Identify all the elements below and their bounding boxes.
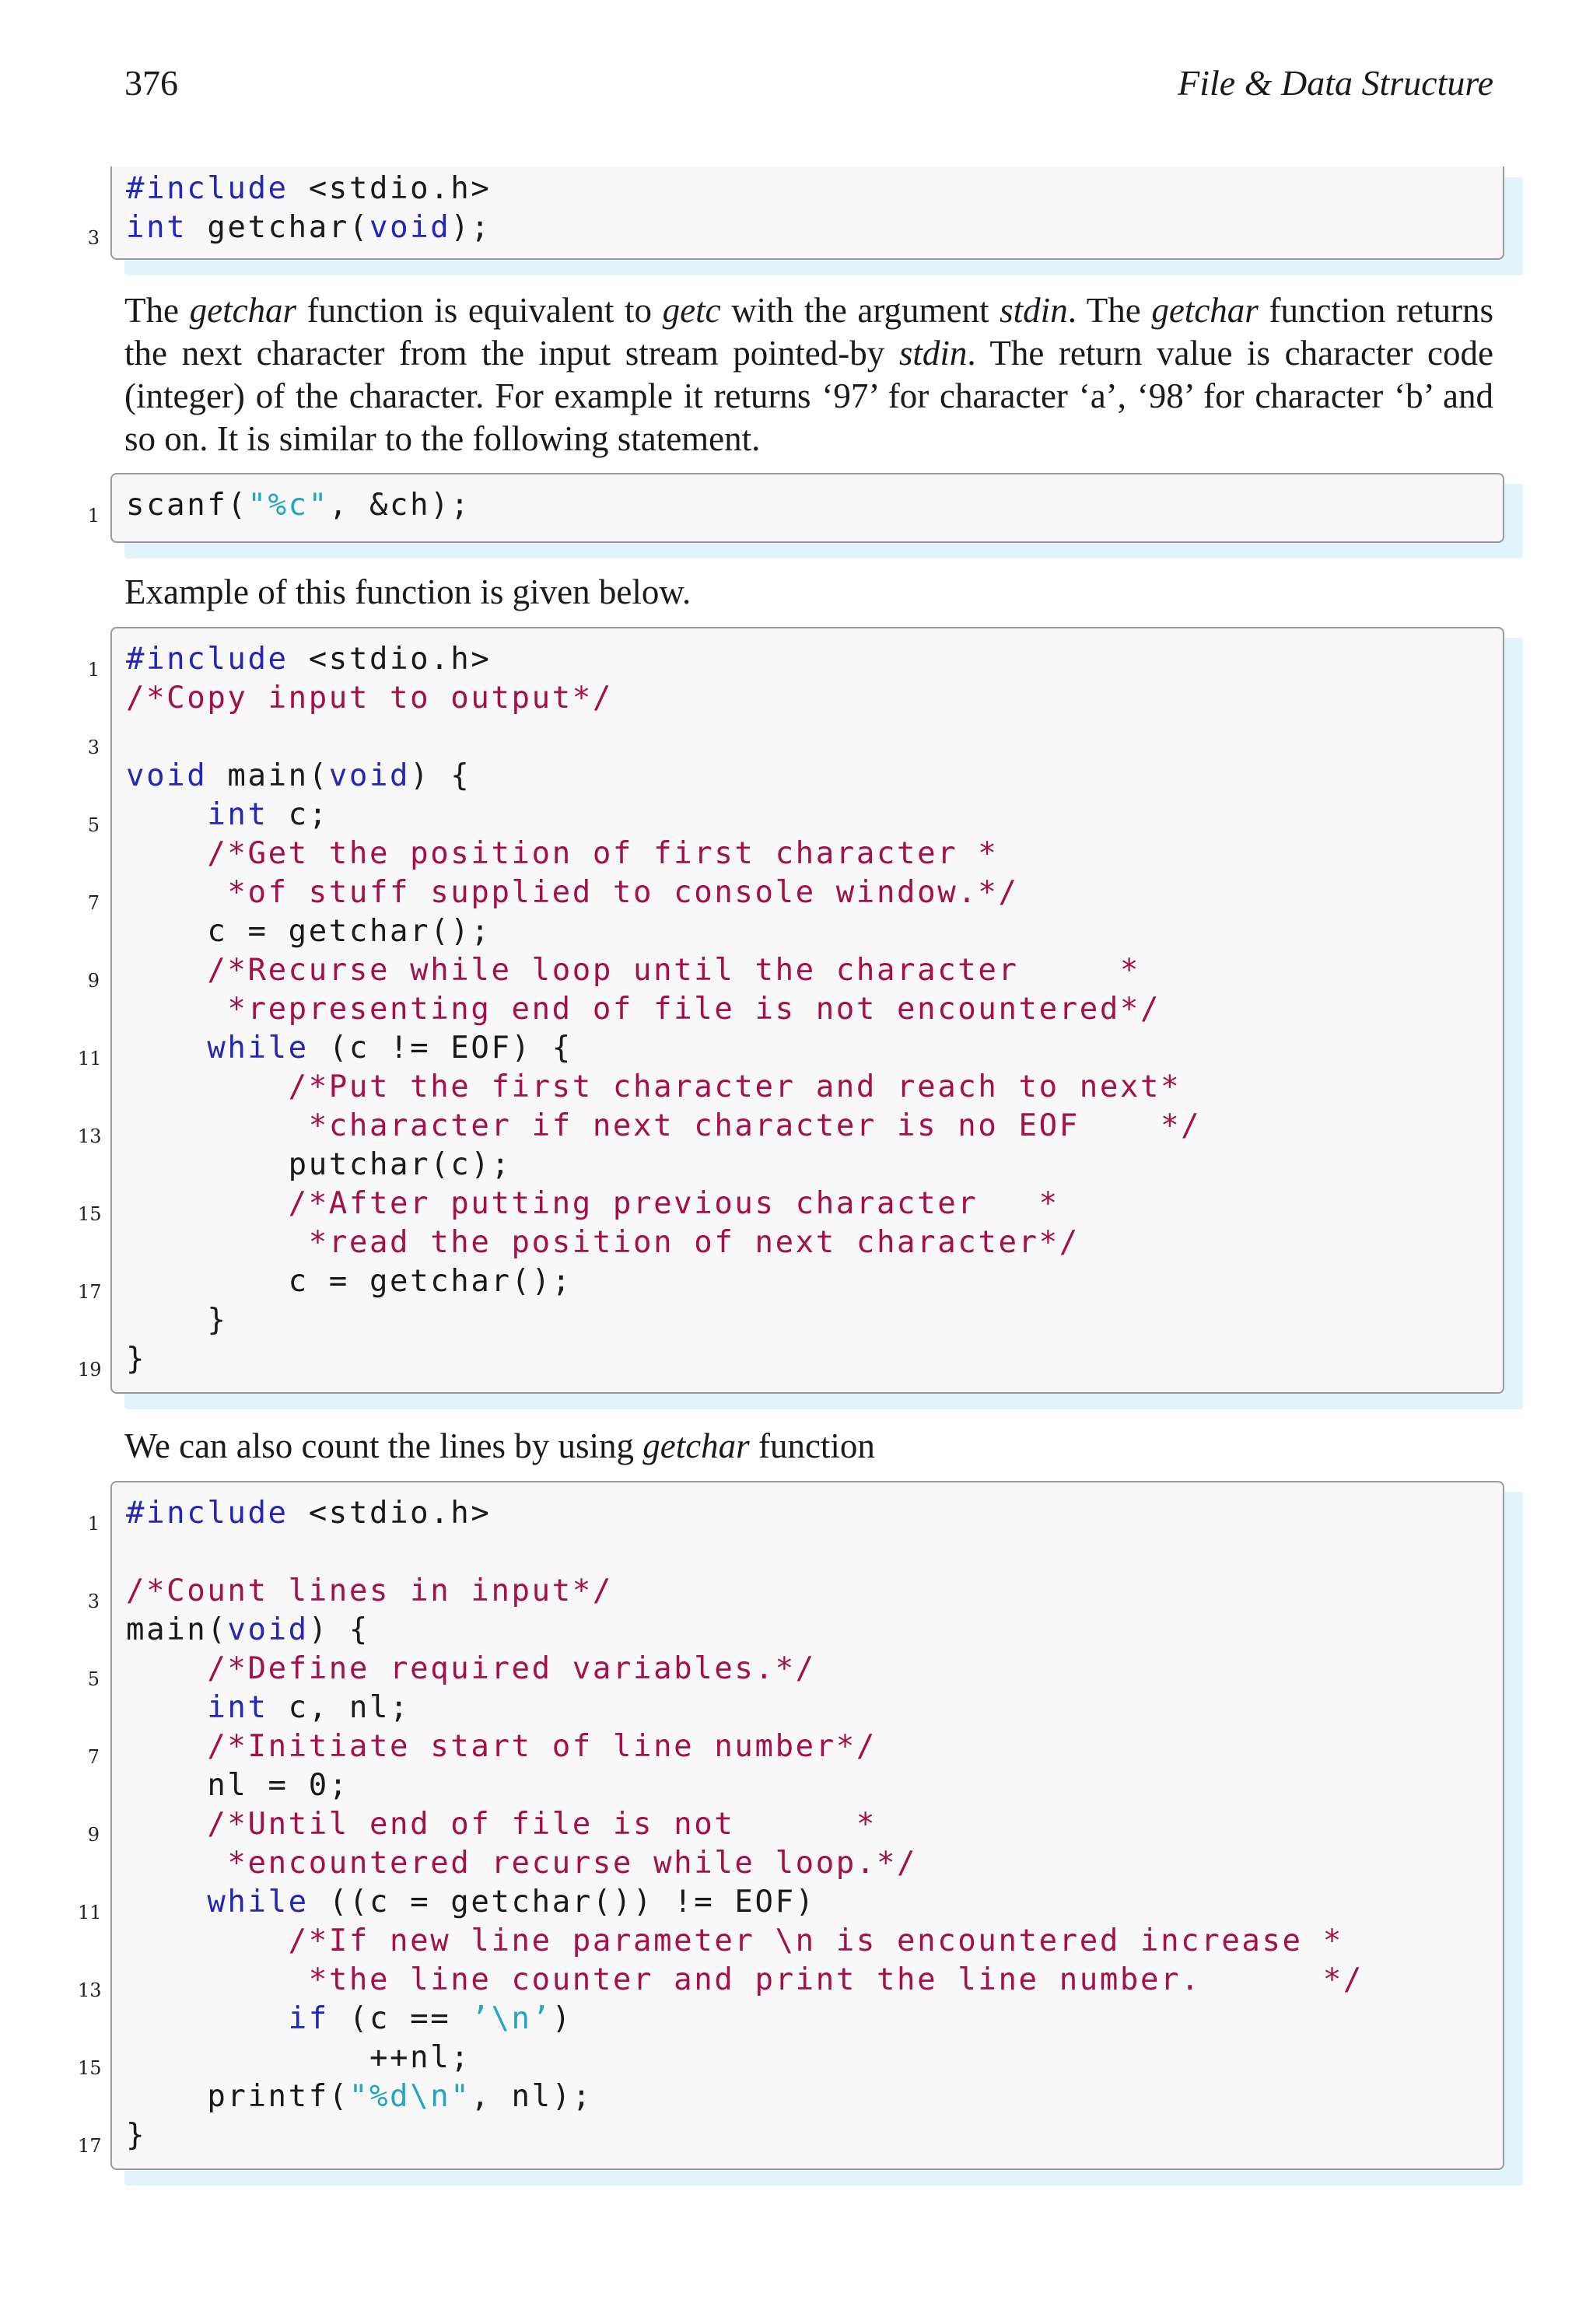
line-number: 1 <box>87 659 100 681</box>
code-line <box>78 2039 1504 2079</box>
code-line <box>124 170 1504 208</box>
code-token <box>126 1923 289 1958</box>
code-line <box>87 486 1504 527</box>
code-keyword: while <box>207 1885 309 1920</box>
code-token <box>126 2001 289 2036</box>
code-text <box>126 1922 1343 1961</box>
page-header <box>124 62 1493 109</box>
line-number: 5 <box>87 1668 100 1690</box>
code-token <box>126 953 207 988</box>
code-token: (c != EOF) { <box>308 1031 572 1066</box>
text-run: Example of this function is given below. <box>124 572 691 611</box>
code-line <box>124 1146 1504 1185</box>
code-line <box>124 2077 1504 2116</box>
code-token: ) <box>551 2001 572 2036</box>
code-text <box>126 486 471 525</box>
code-text <box>126 1689 410 1727</box>
line-number: 13 <box>78 1125 102 1147</box>
code-text <box>126 1223 1080 1262</box>
code-line <box>124 1689 1504 1727</box>
line-number: 11 <box>78 1048 102 1069</box>
code-token <box>126 1225 309 1260</box>
code-line <box>124 1533 1504 1572</box>
line-number: 7 <box>87 892 100 914</box>
code-text <box>126 1107 1201 1146</box>
code-token: scanf( <box>126 488 248 523</box>
line-number: 9 <box>87 970 100 992</box>
code-token: nl = 0; <box>126 1768 349 1803</box>
code-line <box>124 990 1504 1029</box>
code-token <box>126 797 207 832</box>
code-text <box>126 1766 349 1805</box>
code-line <box>124 912 1504 951</box>
code-text <box>126 1572 613 1611</box>
code-token <box>126 1031 207 1066</box>
code-listing-count-lines <box>78 1481 1504 2170</box>
code-line <box>124 1301 1504 1340</box>
code-line <box>87 873 1504 914</box>
code-token <box>126 1069 289 1104</box>
text-run: . The return value is character code (integer) of the character. For example it returns ‘97’ for character ‘a’, ‘98’ for character ‘b’ and so on. It is similar to the following statement. <box>124 334 1494 458</box>
code-token: <stdio.h> <box>288 171 492 206</box>
code-listing-getchar-prototype <box>87 166 1504 260</box>
code-line <box>87 796 1504 836</box>
code-line <box>78 1107 1504 1147</box>
code-line <box>124 2000 1504 2039</box>
code-token <box>126 836 207 871</box>
code-listing-copy-input <box>78 627 1504 1394</box>
code-text <box>126 1262 572 1301</box>
code-text <box>126 1805 877 1844</box>
line-number: 7 <box>87 1746 100 1768</box>
code-text <box>126 1340 146 1379</box>
code-comment: *character if next character is no EOF */ <box>308 1108 1202 1143</box>
text-run: function <box>749 1426 875 1465</box>
code-text <box>126 170 491 208</box>
code-line <box>124 835 1504 873</box>
code-line <box>124 1611 1504 1650</box>
code-text <box>126 2116 146 2155</box>
code-token <box>126 1807 207 1842</box>
code-line <box>124 757 1504 796</box>
code-comment: *the line counter and print the line number. */ <box>308 1962 1364 1997</box>
text-run: . The <box>1067 291 1152 330</box>
code-text <box>126 1727 877 1766</box>
code-comment: /*Recurse while loop until the character * <box>207 953 1141 988</box>
code-token: <stdio.h> <box>288 1496 492 1531</box>
code-keyword: #include <box>126 1496 289 1531</box>
code-keyword: void <box>328 758 411 793</box>
code-token: , &ch); <box>328 488 471 523</box>
code-line <box>78 1029 1504 1069</box>
code-text <box>126 990 1161 1029</box>
code-token: (c == <box>328 2001 471 2036</box>
code-line <box>78 1262 1504 1303</box>
running-title: File & Data Structure <box>1178 63 1493 103</box>
code-keyword: int <box>126 210 187 245</box>
code-text <box>126 1185 1059 1223</box>
code-token: ) { <box>410 758 471 793</box>
code-token: c = getchar(); <box>126 914 492 949</box>
code-text <box>126 1068 1181 1107</box>
emphasized-term: getchar <box>642 1426 750 1465</box>
code-line <box>124 1766 1504 1805</box>
code-line <box>78 2116 1504 2157</box>
code-string: ’\n’ <box>471 2001 552 2036</box>
code-line <box>87 1572 1504 1612</box>
code-keyword: void <box>126 758 208 793</box>
code-text <box>126 951 1140 990</box>
code-line <box>124 1922 1504 1961</box>
emphasized-term: getchar <box>189 291 297 330</box>
line-number: 1 <box>87 1513 100 1535</box>
code-token <box>126 1651 207 1686</box>
code-token: putchar(c); <box>126 1147 512 1182</box>
code-text <box>126 1611 369 1650</box>
code-token <box>126 1846 227 1881</box>
text-run: with the argument <box>720 291 1000 330</box>
code-token <box>126 875 227 910</box>
emphasized-term: getchar <box>1151 291 1259 330</box>
code-text <box>126 757 471 796</box>
code-token <box>126 1729 207 1764</box>
code-text <box>126 640 491 679</box>
code-line <box>78 1883 1504 1923</box>
code-token: c; <box>268 797 329 832</box>
code-comment: /*Copy input to output*/ <box>126 681 613 716</box>
code-keyword: int <box>207 797 268 832</box>
code-line <box>87 1650 1504 1690</box>
code-text <box>126 1494 491 1533</box>
code-token: main( <box>207 758 329 793</box>
code-comment: /*Initiate start of line number*/ <box>207 1729 877 1764</box>
page-number: 376 <box>124 63 178 103</box>
code-token <box>126 992 227 1027</box>
emphasized-term: stdin <box>898 334 968 373</box>
code-line <box>124 1223 1504 1262</box>
code-token: c = getchar(); <box>126 1264 572 1299</box>
code-comment: *encountered recurse while loop.*/ <box>227 1846 918 1881</box>
code-token: getchar( <box>187 210 369 245</box>
line-number: 13 <box>78 1979 102 2001</box>
code-text <box>126 1650 816 1689</box>
code-comment: /*Define required variables.*/ <box>207 1651 816 1686</box>
code-line <box>87 951 1504 992</box>
code-comment: /*If new line parameter \n is encountered increase * <box>288 1923 1343 1958</box>
code-text <box>126 1146 512 1185</box>
code-keyword: #include <box>126 642 289 677</box>
code-token: } <box>126 2118 147 2153</box>
code-comment: /*Get the position of first character * <box>207 836 999 871</box>
paragraph-count-lines-intro <box>124 1425 1493 1468</box>
code-line <box>87 1494 1504 1535</box>
code-text <box>126 1029 572 1068</box>
line-number: 1 <box>87 505 100 527</box>
code-comment: /*Count lines in input*/ <box>126 1573 613 1608</box>
code-token <box>126 1108 309 1143</box>
code-listing-scanf <box>87 473 1504 543</box>
code-token: , nl); <box>471 2079 593 2114</box>
line-number: 15 <box>78 1203 102 1225</box>
text-run: function returns the next character from the input stream pointed-by <box>124 291 1493 373</box>
code-keyword: void <box>227 1612 309 1647</box>
code-line <box>87 1805 1504 1846</box>
emphasized-term: getc <box>662 291 721 330</box>
code-keyword: void <box>369 210 451 245</box>
text-run: function is equivalent to <box>296 291 663 330</box>
code-line <box>87 718 1504 758</box>
code-comment: *read the position of next character*/ <box>308 1225 1080 1260</box>
code-line <box>78 1961 1504 2001</box>
code-text <box>126 2039 471 2077</box>
line-number: 5 <box>87 814 100 836</box>
code-text <box>126 1961 1364 2000</box>
code-line <box>87 208 1504 249</box>
code-string: "%c" <box>247 488 329 523</box>
code-line <box>78 1185 1504 1225</box>
code-text <box>126 2077 593 2116</box>
line-number: 19 <box>78 1359 102 1381</box>
emphasized-term: stdin <box>1000 291 1068 330</box>
code-keyword: int <box>207 1690 268 1725</box>
code-token <box>126 1962 309 1997</box>
code-keyword: #include <box>126 171 289 206</box>
code-line <box>87 1727 1504 1768</box>
code-token: ++nl; <box>126 2040 471 2075</box>
code-comment: *of stuff supplied to console window.*/ <box>227 875 1019 910</box>
code-token: printf( <box>126 2079 349 2114</box>
code-token: ); <box>450 210 492 245</box>
code-keyword: if <box>288 2001 329 2036</box>
code-string: "%d\n" <box>348 2079 471 2114</box>
line-number: 3 <box>87 227 100 249</box>
text-run: The <box>124 291 190 330</box>
code-text <box>126 796 329 835</box>
code-token: c, nl; <box>268 1690 411 1725</box>
code-text <box>126 1883 816 1922</box>
text-run: We can also count the lines by using <box>124 1426 643 1465</box>
code-token: <stdio.h> <box>288 642 492 677</box>
line-number: 9 <box>87 1824 100 1846</box>
line-number: 3 <box>87 1591 100 1612</box>
line-number: 15 <box>78 2057 102 2079</box>
code-comment: /*Until end of file is not * <box>207 1807 877 1842</box>
code-token: } <box>126 1342 147 1377</box>
code-line <box>87 640 1504 681</box>
line-number: 11 <box>78 1902 102 1923</box>
code-comment: /*After putting previous character * <box>288 1186 1059 1221</box>
code-token <box>126 1690 207 1725</box>
line-number: 3 <box>87 737 100 758</box>
code-keyword: while <box>207 1031 309 1066</box>
line-number: 17 <box>78 2135 102 2157</box>
code-text <box>126 1844 917 1883</box>
code-comment: /*Put the first character and reach to next* <box>288 1069 1182 1104</box>
code-line <box>124 1844 1504 1883</box>
paragraph-getchar-description <box>124 289 1493 460</box>
line-number: 17 <box>78 1281 102 1303</box>
code-token: ) { <box>308 1612 369 1647</box>
code-line <box>124 1068 1504 1107</box>
code-token: main( <box>126 1612 228 1647</box>
code-line <box>124 679 1504 718</box>
code-text <box>126 679 613 718</box>
code-text <box>126 835 998 873</box>
code-token: } <box>126 1303 228 1338</box>
code-comment: *representing end of file is not encountered*/ <box>227 992 1161 1027</box>
code-token: ((c = getchar()) != EOF) <box>308 1885 816 1920</box>
paragraph-example-intro <box>124 571 1493 614</box>
code-token <box>126 1885 207 1920</box>
code-text <box>126 912 491 951</box>
code-text <box>126 208 491 247</box>
code-text <box>126 1301 227 1340</box>
code-text <box>126 2000 572 2039</box>
code-text <box>126 873 1019 912</box>
code-line <box>78 1340 1504 1381</box>
code-token <box>126 1186 289 1221</box>
